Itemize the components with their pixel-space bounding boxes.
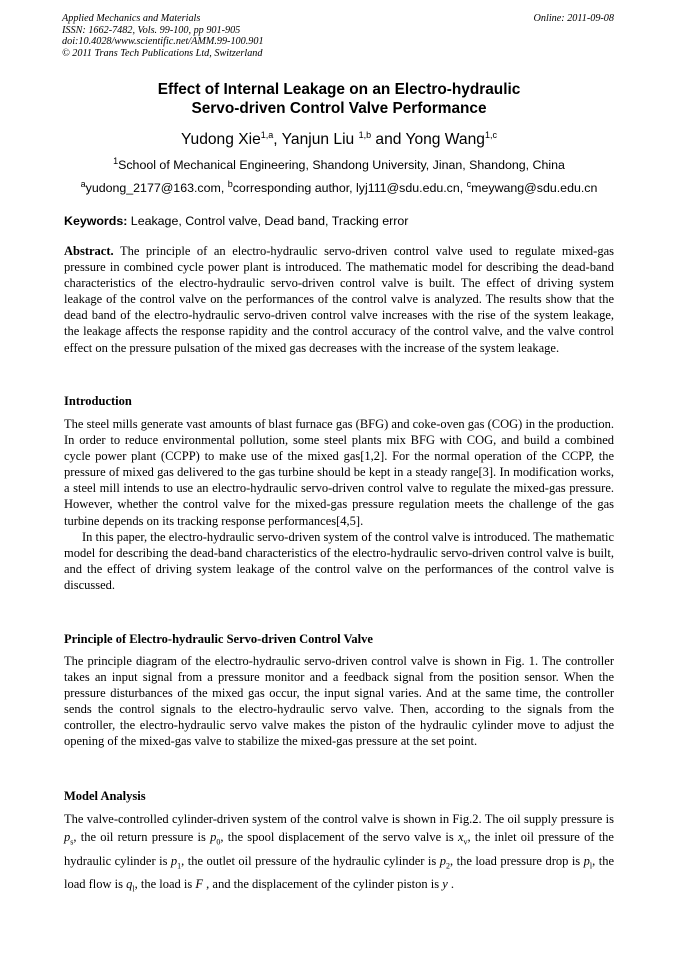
affiliation-sup: 1 — [113, 156, 119, 166]
text-run: , the load flow is — [64, 853, 614, 891]
email-b-sup: b — [227, 179, 233, 189]
author-list — [0, 130, 678, 149]
symbol-xv: x — [457, 830, 464, 844]
text-run: The valve-controlled cylinder-driven system of the control valve is shown in Fig.2. The oil supply pressure is — [64, 812, 614, 826]
principle-body — [64, 653, 614, 750]
author-3-sup: 1,c — [484, 130, 497, 140]
journal-name: Applied Mechanics and Materials — [62, 13, 201, 24]
abstract-label: Abstract. — [64, 244, 114, 258]
symbol-p0: p — [210, 830, 217, 844]
text-run: , and the displacement of the cylinder piston is — [203, 877, 443, 891]
title-line-2: Servo-driven Control Valve Performance — [191, 100, 487, 117]
online-date: Online: 2011-09-08 — [533, 13, 614, 24]
section-heading-principle: Principle of Electro-hydraulic Servo-driven Control Valve — [64, 632, 373, 646]
email-a[interactable]: yudong_2177@163.com, — [85, 181, 228, 196]
symbol-y: y — [442, 877, 448, 891]
author-3: and Yong Wang — [371, 131, 485, 149]
doi-line: doi:10.4028/www.scientific.net/AMM.99-100.901 — [62, 36, 264, 47]
introduction-paragraph-1: The steel mills generate vast amounts of blast furnace gas (BFG) and coke-oven gas (COG) in the production. In order to reduce environmental pollution, some steel plants mix BFG with COG, and build a combined cycle power plant (CCPP) to make use of the mixed gas[1,2]. For the normal operation of the CCPP, the pressure of mixed gas delivered to the gas turbine should be kept in a steady range[3]. In modification works, a steel mill intends to use an electro-hydraulic servo-driven control valve to regulate the mixed-gas pressure. However, whether the control valve for the mixed-gas pressure regulation meets the challenge of the gas turbine depends on its tracking response performances[4,5]. — [64, 417, 614, 528]
text-run: , the spool displacement of the servo valve is — [220, 830, 458, 844]
symbol-pl: p — [583, 853, 590, 868]
author-1: Yudong Xie — [181, 131, 261, 149]
abstract-text: The principle of an electro-hydraulic servo-driven control valve used to regulate mixed-gas pressure in combined cycle power plant is introduced. The mathematic model for describing the dead-band characteristics of the electro-hydraulic servo-driven control valve is built. The effect of driving system leakage of the control valve on the performances of the control valve is analyzed. The results show that the dead band of the electro-hydraulic servo-driven control valve increases with the rise of the system leakage, the leakage affects the response rapidity and the control accuracy of the control valve, and the valve control effect on the pressure pulsation of the mixed gas decreases with the increase of the system leakage. — [64, 244, 614, 355]
author-separator: , Yanjun Liu — [273, 131, 359, 149]
symbol-xv-sub: v — [463, 837, 468, 847]
text-run: . — [447, 877, 455, 891]
email-c[interactable]: meywang@sdu.edu.cn — [471, 181, 598, 196]
author-1-sup: 1,a — [260, 130, 274, 140]
text-run: , the inlet oil pressure of the hydraulic cylinder is — [64, 830, 614, 868]
copyright-line: © 2011 Trans Tech Publications Ltd, Switzerland — [62, 47, 263, 59]
symbol-p1-sub: 1 — [177, 861, 182, 870]
principle-paragraph-1: The principle diagram of the electro-hydraulic servo-driven control valve is shown in Fig. 1. The controller takes an input signal from a pressure monitor and a feedback signal from the position sensor. When the pressure disturbances of the mixed gas occur, the input signal varies. And at the same time, the controller sends the control signals to the electro-hydraulic servo valve. Then, according to the signals from the controller, the electro-hydraulic servo valve makes the piston of the hydraulic cylinder move to adjust the opening of the mixed-gas valve to stabilize the mixed-gas pressure at the set point. — [64, 654, 614, 749]
abstract — [64, 243, 614, 356]
issn-line: ISSN: 1662-7482, Vols. 99-100, pp 901-905 — [62, 24, 241, 36]
section-heading-introduction: Introduction — [64, 394, 132, 408]
keywords-text: Leakage, Control valve, Dead band, Tracking error — [127, 214, 409, 228]
text-run: , the load pressure drop is — [450, 853, 584, 868]
section-heading-model: Model Analysis — [64, 789, 146, 803]
email-line — [0, 179, 678, 195]
introduction-body — [64, 416, 614, 593]
journal-header — [62, 13, 614, 59]
affiliation-text: School of Mechanical Engineering, Shandong University, Jinan, Shandong, China — [118, 158, 565, 173]
affiliation — [0, 156, 678, 172]
symbol-p1: p — [170, 853, 178, 868]
symbol-p2: p — [439, 853, 446, 868]
author-2-sup: 1,b — [358, 130, 372, 140]
symbol-ps-sub: s — [70, 837, 74, 847]
symbol-p2-sub: 2 — [446, 861, 450, 870]
text-run: , the load is — [134, 877, 196, 891]
text-run: , the outlet oil pressure of the hydraulic cylinder is — [181, 853, 440, 868]
symbol-F: F — [195, 877, 204, 891]
symbol-p0-sub: 0 — [216, 837, 221, 847]
keywords-label: Keywords: — [64, 214, 128, 228]
keywords — [64, 214, 614, 228]
symbol-ps: p — [64, 830, 71, 844]
text-run: , the oil return pressure is — [73, 830, 211, 844]
email-c-sup: c — [466, 179, 472, 189]
symbol-pl-sub: l — [589, 861, 593, 870]
symbol-ql-sub: l — [132, 884, 135, 894]
symbol-ql: q — [126, 877, 133, 891]
email-b[interactable]: corresponding author, lyj111@sdu.edu.cn, — [232, 181, 467, 196]
email-a-sup: a — [80, 179, 86, 189]
model-paragraph-1 — [64, 810, 614, 899]
model-body — [64, 810, 614, 899]
introduction-paragraph-2: In this paper, the electro-hydraulic servo-driven system of the control valve is introduced. The mathematic model for describing the dead-band characteristics of the electro-hydraulic servo-driven control valve is built, and the effect of driving system leakage of the control valve on the performances of the control valve is discussed. — [64, 529, 614, 592]
paper-title — [0, 80, 678, 118]
title-line-1: Effect of Internal Leakage on an Electro-hydraulic — [157, 81, 521, 98]
